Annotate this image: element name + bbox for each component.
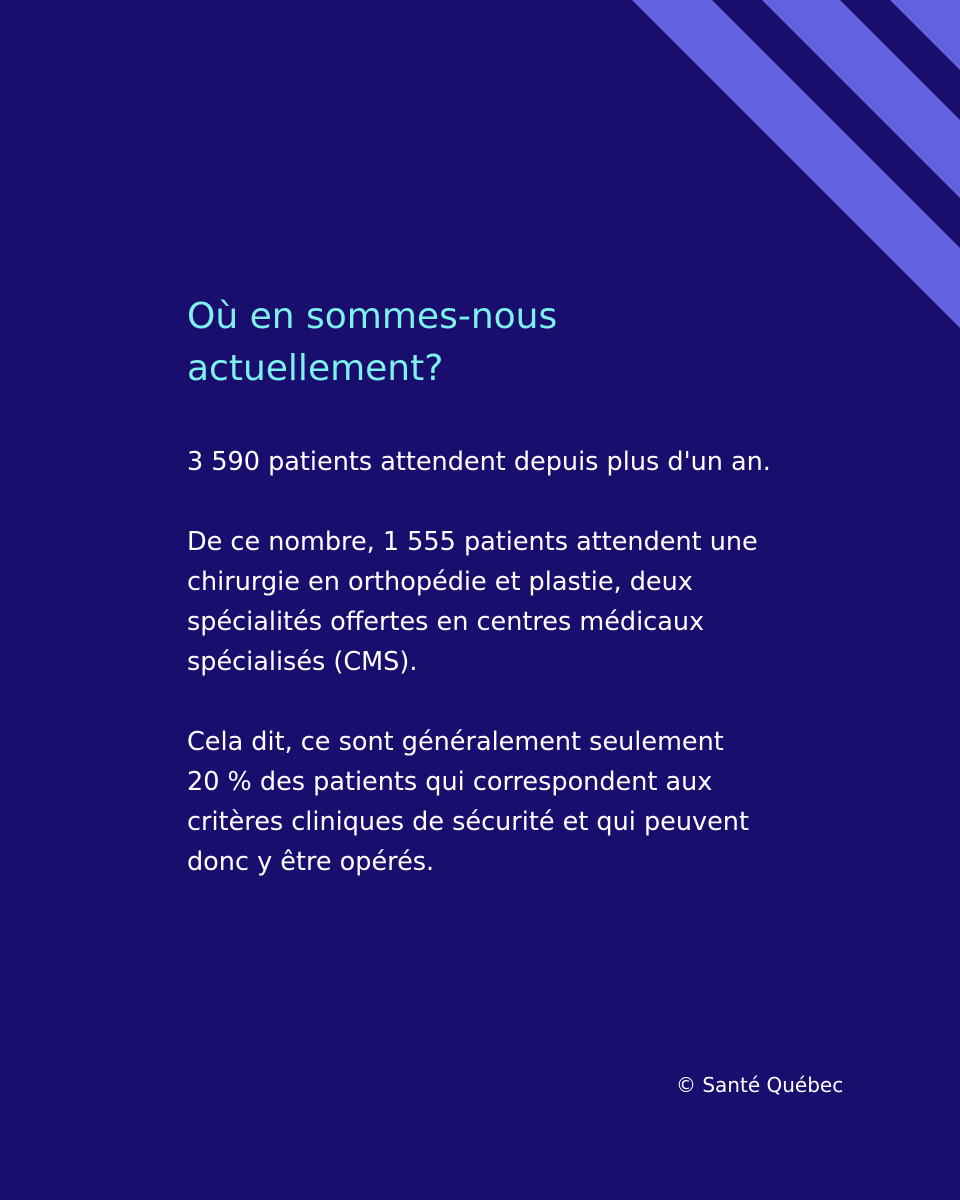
body-text [187, 442, 887, 922]
paragraph-3: Cela dit, ce sont généralement seulement 20 % des patients qui correspondent aux critères cliniques de sécurité et qui peuvent donc y être opérés. [187, 727, 749, 877]
copyright-footer: © Santé Québec [676, 1073, 844, 1097]
paragraph-1: 3 590 patients attendent depuis plus d'un an. [187, 447, 771, 477]
stripe-1 [632, 0, 960, 328]
stripe-3 [890, 0, 960, 70]
paragraph-2: De ce nombre, 1 555 patients attendent une chirurgie en orthopédie et plastie, deux spécialités offertes en centres médicaux spécialisés (CMS). [187, 527, 758, 677]
page-title: Où en sommes-nous actuellement? [187, 296, 558, 389]
